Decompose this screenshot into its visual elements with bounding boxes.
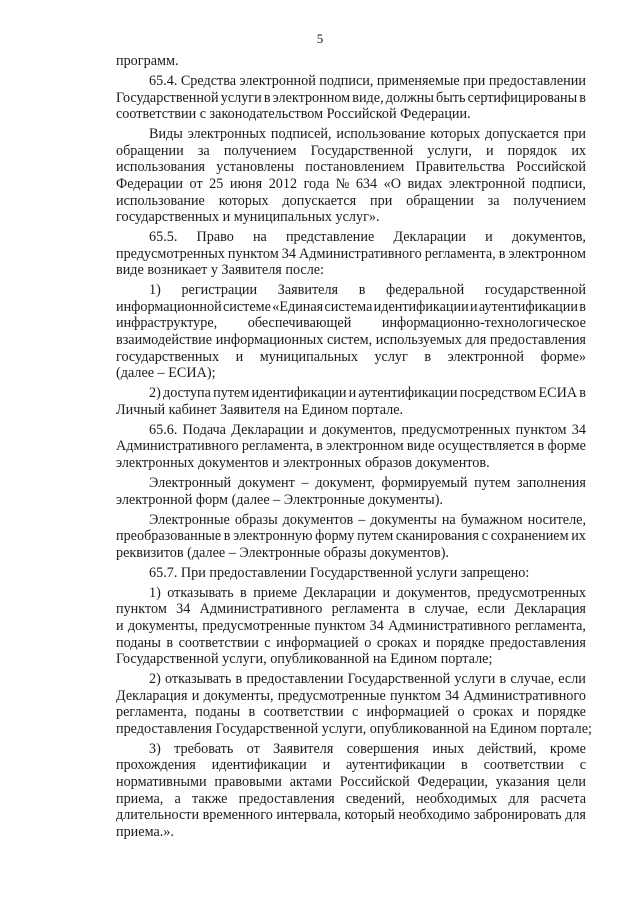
text-line: Виды электронных подписей, использование которых допускается при (149, 126, 586, 143)
paragraph (116, 385, 586, 418)
text-line: 2) отказывать в предоставлении Государственной услуги в случае, если (149, 671, 586, 688)
text-line: 65.5. Право на представление Декларации и документов, (149, 229, 586, 246)
paragraph (116, 422, 586, 472)
text-line: программ. (116, 53, 179, 69)
page-number: 5 (316, 31, 324, 46)
text-line: нормативными правовыми актами Российской Федерации, указания цели (116, 774, 586, 791)
text-line: Декларация и документы, предусмотренные пунктом 34 Административного (116, 687, 586, 704)
text-line: Личный кабинет Заявителя на Едином портале. (116, 401, 404, 418)
paragraph (116, 565, 586, 582)
text-line: преобразованные в электронную форму путем сканирования с сохранением их (116, 528, 586, 545)
text-line: электронной форм (далее – Электронные документы). (116, 491, 443, 508)
text-line: электронных документов и электронных образов документов. (116, 455, 490, 471)
text-line: соответствии с законодательством Российской Федерации. (116, 106, 471, 123)
text-line: виде возникает у Заявителя после: (116, 262, 325, 279)
text-line: 65.4. Средства электронной подписи, применяемые при предоставлении (149, 72, 586, 89)
paragraph (116, 671, 592, 737)
paragraph (116, 282, 586, 382)
text-line: взаимодействие информационных систем, используемых для предоставления (116, 332, 586, 349)
paragraph (116, 585, 586, 668)
text-line: Федерации от 25 июня 2012 года № 634 «О видах электронной подписи, (116, 175, 586, 192)
text-line: предоставления Государственной услуги, опубликованной на Едином портале; (116, 720, 592, 737)
text-line: 1) отказывать в приеме Декларации и документов, предусмотренных (149, 584, 586, 601)
text-line: использование которых допускается при обращении за получением (116, 192, 586, 209)
text-line: регламента, поданы в соответствии с информацией о сроках и порядке (116, 704, 586, 721)
text-line: прохождения идентификации и аутентификации в соответствии с (116, 757, 586, 774)
text-line: Электронные образы документов – документы на бумажном носителе, (149, 511, 586, 528)
text-line: государственных и муниципальных услуг». (116, 209, 380, 226)
text-line: обращении за получением Государственной услуги, и порядок их (116, 142, 586, 159)
text-line: (далее – ЕСИА); (116, 365, 216, 382)
paragraph (116, 73, 586, 123)
text-line: Административного регламента, в электронном виде осуществляется в форме (116, 438, 586, 455)
text-line: 65.6. Подача Декларации и документов, предусмотренных пунктом 34 (149, 421, 586, 438)
text-line: государственных и муниципальных услуг в электронной форме» (116, 348, 586, 365)
text-line: и документы, предусмотренные пунктом 34 Административного регламента, (116, 617, 586, 634)
text-line: реквизитов (далее – Электронные образы документов). (116, 544, 449, 561)
text-line: 2) доступа путем идентификации и аутентификации посредством ЕСИА в (149, 385, 586, 402)
document-body (116, 53, 592, 844)
paragraph (116, 126, 586, 226)
text-line: поданы в соответствии с информацией о сроках и порядке предоставления (116, 634, 586, 651)
text-line: приема.». (116, 823, 174, 840)
text-line: длительности временного интервала, который необходимо забронировать для (116, 807, 586, 824)
text-line: 3) требовать от Заявителя совершения иных действий, кроме (149, 740, 586, 757)
paragraph (116, 53, 586, 70)
text-line: Государственной услуги в электронном виде, должны быть сертифицированы в (116, 89, 586, 106)
paragraph (116, 475, 586, 508)
text-line: пунктом 34 Административного регламента в случае, если Декларация (116, 601, 586, 618)
text-line: приема, а также предоставления сведений, необходимых для расчета (116, 790, 586, 807)
paragraph (116, 741, 586, 841)
text-line: 1) регистрации Заявителя в федеральной государственной (149, 282, 586, 299)
text-line: использования установлены постановлением Правительства Российской (116, 159, 586, 176)
paragraph (116, 229, 586, 279)
text-line: Государственной услуги, опубликованной на Едином портале; (116, 651, 493, 668)
text-line: предусмотренных пунктом 34 Административного регламента, в электронном (116, 245, 586, 262)
text-line: 65.7. При предоставлении Государственной услуги запрещено: (149, 564, 530, 581)
text-line: Электронный документ – документ, формируемый путем заполнения (149, 474, 586, 491)
text-line: инфраструктуре, обеспечивающей информационно-технологическое (116, 315, 586, 332)
text-line: информационной системе «Единая система идентификации и аутентификации в (116, 298, 586, 315)
paragraph (116, 512, 586, 562)
